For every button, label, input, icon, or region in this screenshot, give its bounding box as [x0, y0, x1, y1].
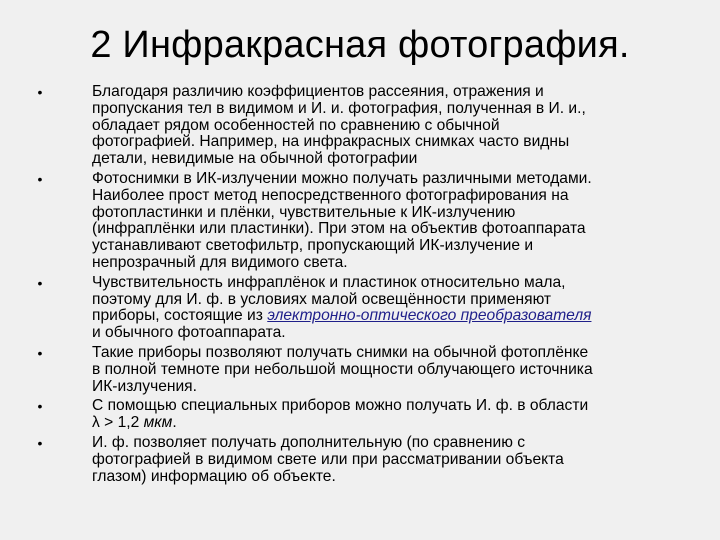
bullet-item-5 — [30, 398, 695, 432]
slide-title: 2 Инфракрасная фотография. — [90, 24, 630, 66]
bullet-item-2 — [30, 171, 695, 272]
bullet-line: Фотоснимки в ИК-излучении можно получать различными методами. — [92, 169, 592, 187]
eop-link[interactable]: электронно-оптического преобразователя — [267, 307, 592, 325]
bullet-line — [92, 308, 695, 325]
bullet-line: фотографией. Например, на инфракрасных снимках часто видны — [92, 133, 570, 151]
bullet-item-1 — [30, 84, 695, 168]
bullet-item-3 — [30, 275, 695, 342]
bullet-dot: • — [37, 170, 43, 187]
bullet-dot: • — [37, 274, 43, 291]
bullet-dot: • — [37, 434, 43, 451]
bullet-line: глазом) информацию об объекте. — [92, 467, 336, 485]
bullet-line: (инфраплёнки или пластинки). При этом на объектив фотоаппарата — [92, 220, 586, 238]
bullet-list — [30, 84, 695, 488]
bullet-line — [92, 415, 695, 432]
bullet-dot: • — [37, 398, 43, 415]
bullet-line: Наиболее прост метод непосредственного фотографирования на — [92, 186, 569, 204]
wavelength-expression: λ > 1,2 — [92, 414, 144, 432]
bullet-line: фотографией в видимом свете или при рассматривании объекта — [92, 450, 564, 468]
bullet-line: устанавливают светофильтр, пропускающий ИК-излучение и — [92, 237, 534, 255]
bullet-line: фотопластинки и плёнки, чувствительные к ИК-излучению — [92, 203, 516, 221]
bullet-line-text: приборы, состоящие из — [92, 307, 268, 325]
bullet-line: детали, невидимые на обычной фотографии — [92, 150, 418, 168]
bullet-line: поэтому для И. ф. в условиях малой освещённости применяют — [92, 290, 552, 308]
bullet-line: в полной темноте при небольшой мощности облучающего источника — [92, 360, 593, 378]
bullet-line: Чувствительность инфраплёнок и пластинок относительно мала, — [92, 273, 566, 291]
bullet-line: С помощью специальных приборов можно получать И. ф. в области — [92, 397, 589, 415]
bullet-dot: • — [37, 344, 43, 361]
bullet-line: непрозрачный для видимого света. — [92, 253, 348, 271]
bullet-line-end: . — [172, 414, 177, 432]
bullet-line: обладает рядом особенностей по сравнению с обычной — [92, 116, 500, 134]
bullet-item-6 — [30, 435, 695, 485]
bullet-line: Благодаря различию коэффициентов рассеяния, отражения и — [92, 83, 544, 100]
bullet-line: Такие приборы позволяют получать снимки на обычной фотоплёнке — [92, 343, 589, 361]
bullet-item-4 — [30, 345, 695, 395]
bullet-line: и обычного фотоаппарата. — [92, 324, 286, 342]
unit-label: мкм — [143, 414, 173, 432]
bullet-dot: • — [37, 84, 43, 100]
bullet-line: ИК-излучения. — [92, 377, 197, 395]
bullet-line: И. ф. позволяет получать дополнительную (по сравнению с — [92, 433, 526, 451]
bullet-line: пропускания тел в видимом и И. и. фотография, полученная в И. и., — [92, 99, 586, 117]
